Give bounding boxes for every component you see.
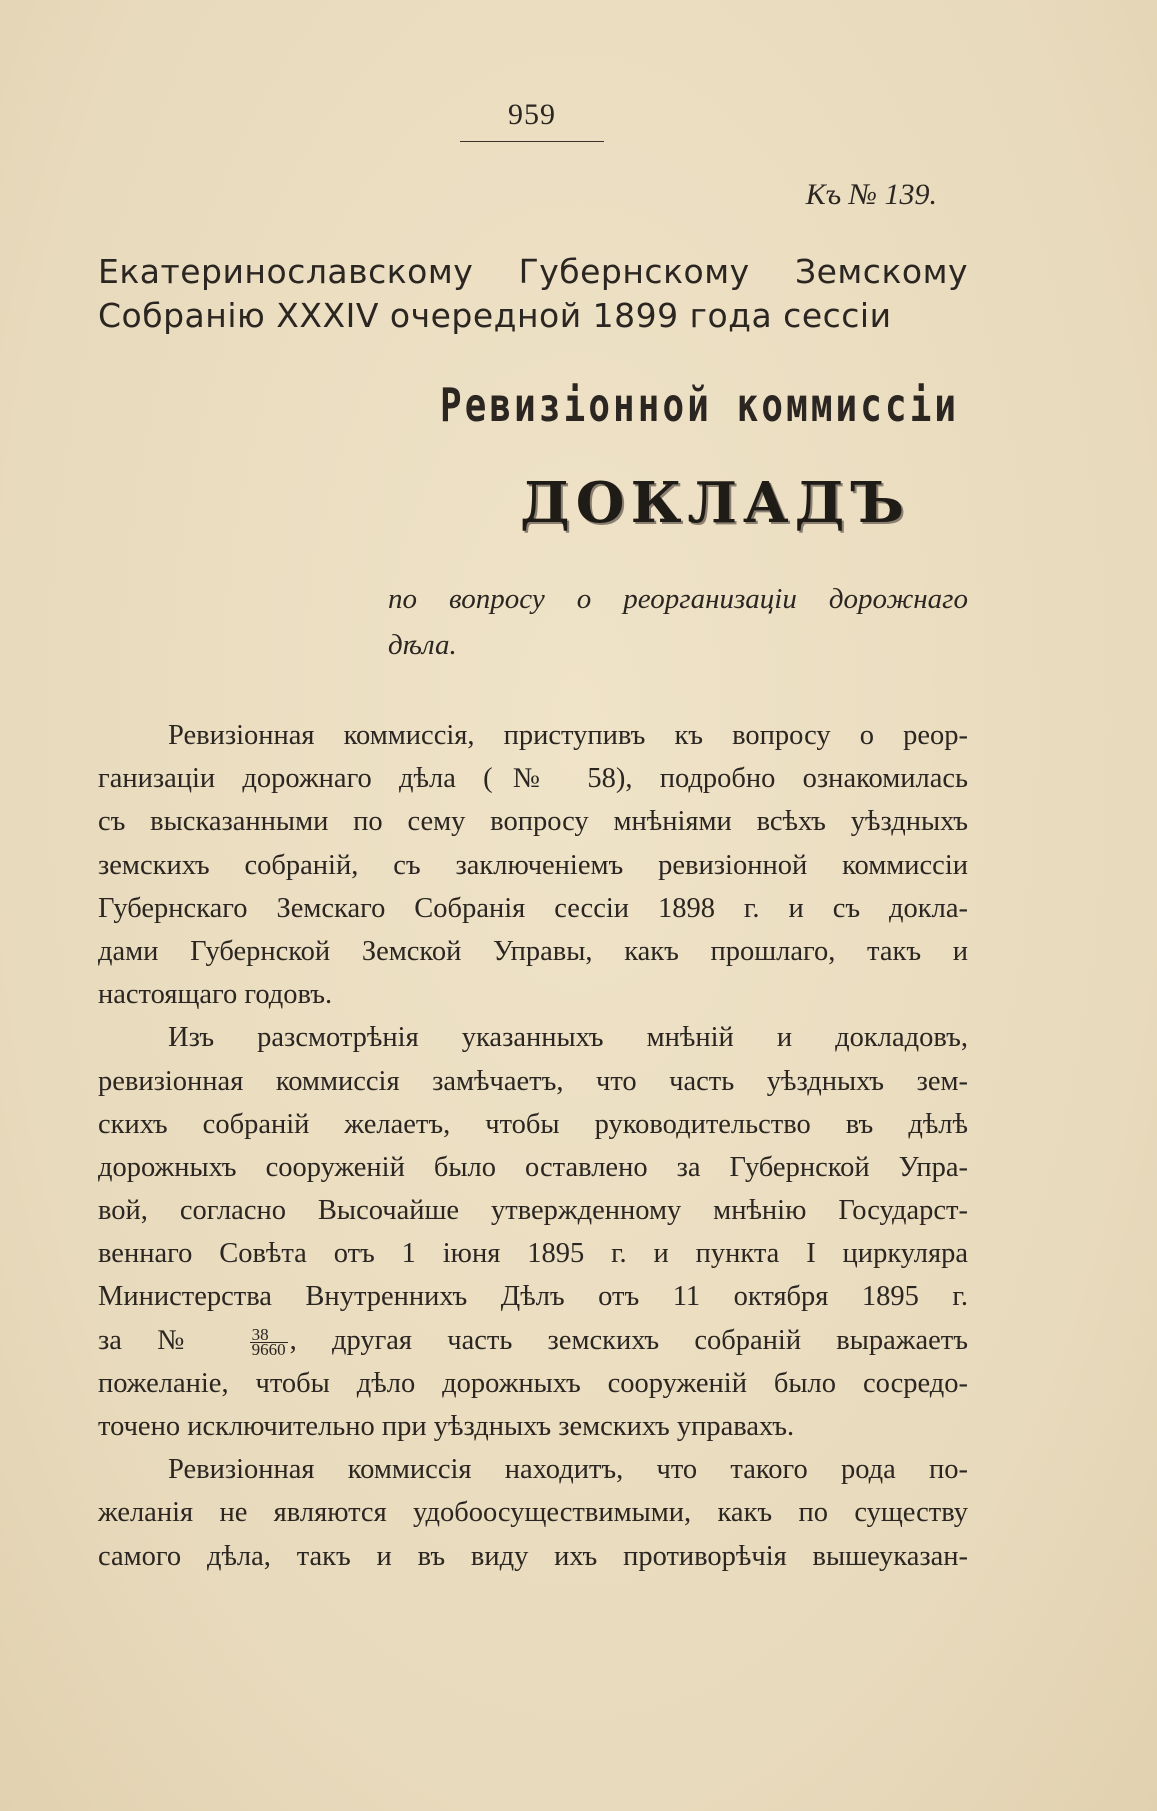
page-number-rule bbox=[460, 141, 604, 142]
circular-numerator: 38 bbox=[250, 1328, 288, 1343]
body-line: ганизаціи дорожнаго дѣла (№ 58), подробно ознакомилась bbox=[98, 763, 968, 795]
body-line: дорожныхъ сооруженій было оставлено за Губернской Упра- bbox=[98, 1151, 968, 1183]
body-line: Министерства Внутреннихъ Дѣлъ отъ 11 октября 1895 г. bbox=[98, 1281, 968, 1313]
body-line: ревизіонная коммиссія замѣчаетъ, что часть уѣздныхъ зем- bbox=[98, 1065, 968, 1097]
body-line: желанія не являются удобоосуществимыми, какъ по существу bbox=[98, 1497, 968, 1529]
body-line: съ высказанными по сему вопросу мнѣніями всѣхъ уѣздныхъ bbox=[98, 806, 968, 838]
body-line: самого дѣла, такъ и въ виду ихъ противорѣчія вышеуказан- bbox=[98, 1540, 968, 1572]
body-line-circular bbox=[98, 1319, 968, 1362]
circular-denominator: 9660 bbox=[251, 1339, 286, 1359]
body-text bbox=[98, 714, 968, 1578]
circular-prefix: за № bbox=[98, 1324, 213, 1356]
body-line: точено исключительно при уѣздныхъ земскихъ управахъ. bbox=[98, 1411, 795, 1442]
circular-number-fraction bbox=[250, 1324, 288, 1359]
report-title: ДОКЛАДЪ bbox=[520, 470, 911, 536]
body-line: Ревизіонная коммиссія, приступивъ къ вопросу о реор- bbox=[168, 720, 968, 751]
body-line: настоящаго годовъ. bbox=[98, 979, 333, 1011]
body-line: вой, согласно Высочайше утвержденному мнѣнію Государст- bbox=[98, 1195, 968, 1227]
body-line: земскихъ собраній, съ заключеніемъ ревизіонной коммиссіи bbox=[98, 849, 968, 881]
reference-number: Къ № 139. bbox=[805, 178, 937, 211]
body-line: дами Губернской Земской Управы, какъ прошлаго, такъ и bbox=[98, 935, 968, 967]
heading-line-2: Собранію XXXIV очередной 1899 года сессіи bbox=[98, 296, 892, 335]
body-line: Ревизіонная коммиссія находитъ, что такого рода по- bbox=[168, 1454, 968, 1486]
commission-title: Ревизіонной коммиссіи bbox=[440, 378, 960, 432]
page-number: 959 bbox=[508, 98, 556, 131]
body-line: Изъ разсмотрѣнія указанныхъ мнѣній и докладовъ, bbox=[168, 1022, 968, 1054]
report-subject: по вопросу о реорганизаціи дорожнаго дѣла. bbox=[388, 583, 968, 661]
body-line: Губернскаго Земскаго Собранія сессіи 1898 г. и съ докла- bbox=[98, 892, 968, 924]
body-line: скихъ собраній желаетъ, чтобы руководительство въ дѣлѣ bbox=[98, 1108, 968, 1140]
circular-suffix: , другая часть земскихъ собраній выражаетъ bbox=[289, 1324, 968, 1356]
heading-line-1: Екатеринославскому Губернскому Земскому bbox=[98, 252, 968, 291]
body-line: веннаго Совѣта отъ 1 іюня 1895 г. и пункта I циркуляра bbox=[98, 1238, 968, 1270]
body-line: пожеланіе, чтобы дѣло дорожныхъ сооруженій было сосредо- bbox=[98, 1367, 968, 1399]
